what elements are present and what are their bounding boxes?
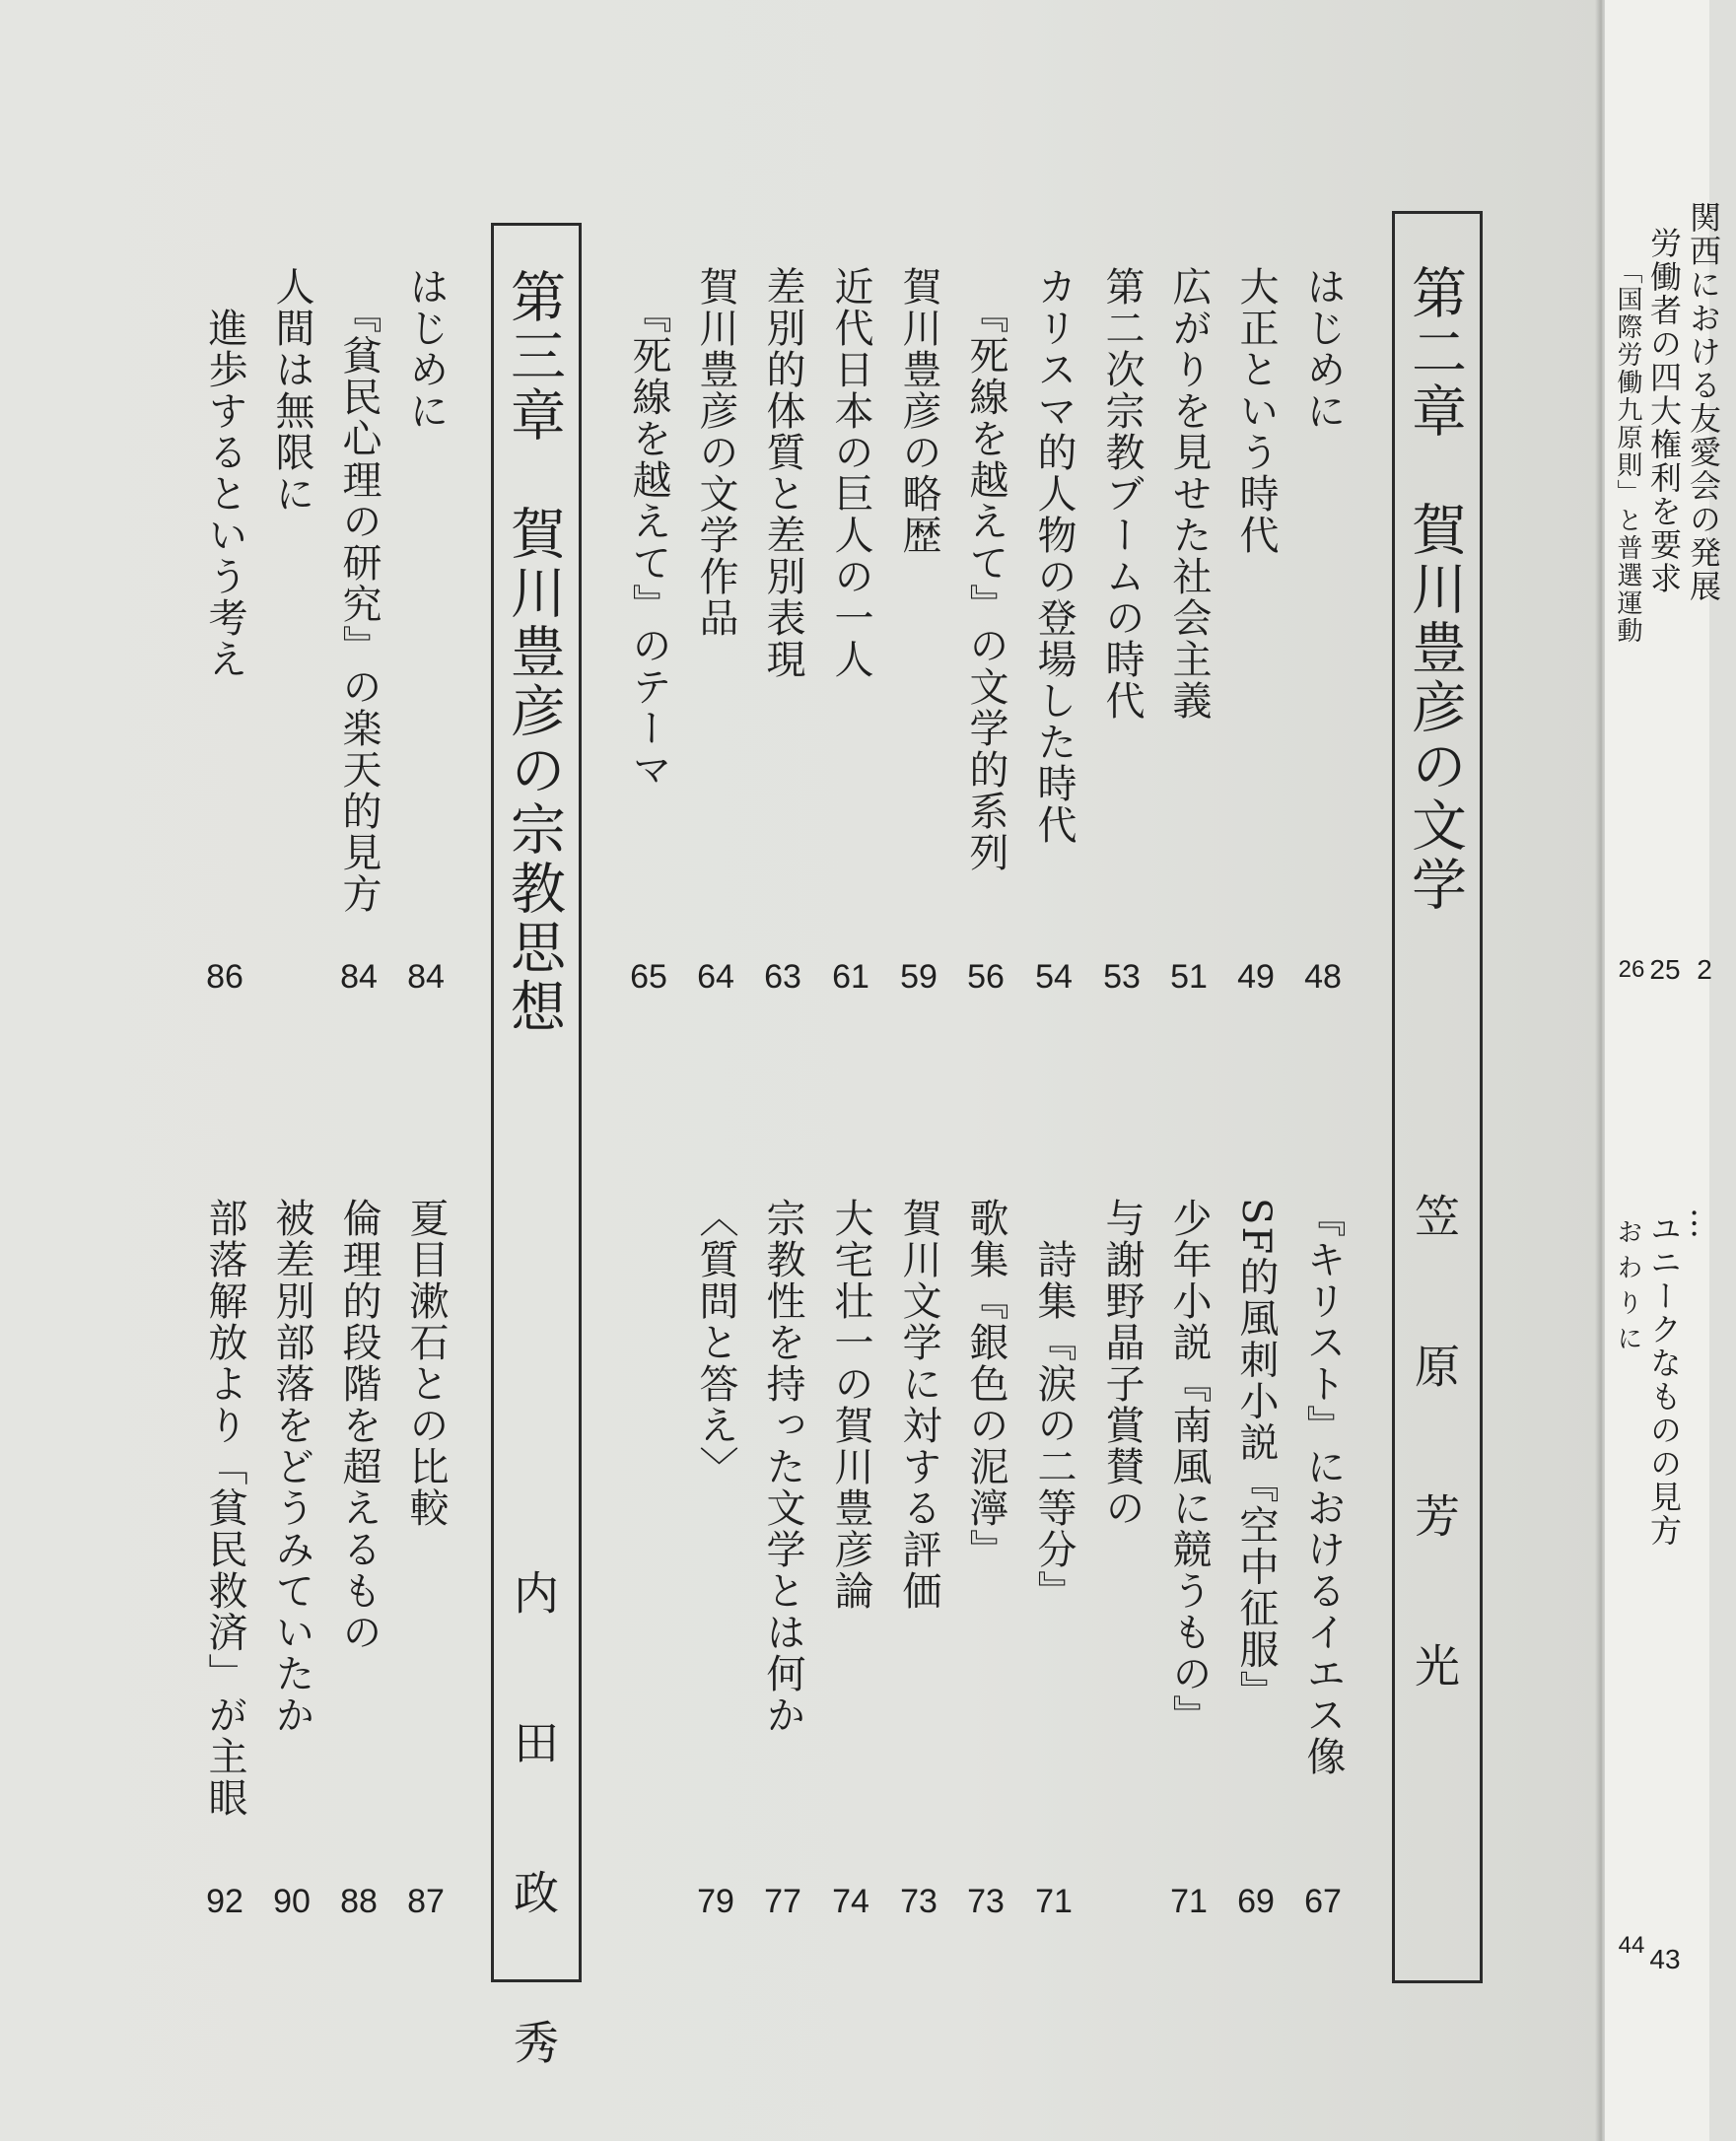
chapter2-title: 第二章 賀川豊彦の文学	[1403, 264, 1467, 915]
page-number: 87	[407, 1883, 445, 1920]
page-number: 51	[1170, 958, 1208, 996]
page-number: 61	[832, 958, 869, 996]
toc-entry: 人間は無限に	[269, 266, 314, 515]
prev-page-entry: 労働者の四大権利を要求	[1645, 227, 1683, 595]
page-number: 79	[697, 1883, 734, 1920]
page-number: 69	[1237, 1883, 1275, 1920]
toc-entry: 近代日本の巨人の一人	[828, 266, 873, 680]
page-number: 64	[697, 958, 734, 996]
toc-entry: 少年小説『南風に競うもの』	[1166, 1198, 1212, 1736]
toc-entry: 〈質問と答え〉	[693, 1198, 738, 1487]
toc-entry: 『死線を越えて』のテーマ	[626, 294, 671, 791]
chapter3-author: 内 田 政 秀	[507, 1569, 560, 2094]
toc-entry: 賀川豊彦の文学作品	[693, 266, 738, 639]
page-number: 73	[900, 1883, 937, 1920]
page-number: 56	[967, 958, 1005, 996]
toc-entry: 被差別部落をどうみていたか	[269, 1198, 314, 1736]
prev-page-number: 44	[1618, 1932, 1645, 1959]
toc-entry: 『キリスト』におけるイエス像	[1300, 1198, 1346, 1777]
toc-entry: 部落解放より「貧民救済」が主眼	[202, 1198, 247, 1819]
toc-entry: 与謝野晶子賞賛の	[1099, 1198, 1145, 1529]
page-number: 63	[764, 958, 801, 996]
toc-entry: 『死線を越えて』の文学的系列	[963, 294, 1008, 873]
toc-entry: 大正という時代	[1233, 266, 1279, 556]
toc-entry: 宗教性を持った文学とは何か	[760, 1198, 805, 1736]
page-number: 86	[206, 958, 243, 996]
page-number: 48	[1304, 958, 1342, 996]
prev-page-entry: おわりに	[1613, 1218, 1642, 1360]
prev-page-entry: 関西における友愛会の発展	[1685, 201, 1722, 603]
toc-entry: 『貧民心理の研究』の楽天的見方	[336, 294, 382, 915]
page-number: 74	[832, 1883, 869, 1920]
page-number: 71	[1035, 1883, 1073, 1920]
page-number: 71	[1170, 1883, 1208, 1920]
book-gutter	[1595, 0, 1605, 2141]
page-number: 67	[1304, 1883, 1342, 1920]
toc-entry: 倫理的段階を超えるもの	[336, 1198, 382, 1653]
toc-entry: 歌集『銀色の泥濘』	[963, 1198, 1008, 1570]
page-number: 49	[1237, 958, 1275, 996]
page-number: 65	[630, 958, 667, 996]
toc-entry: はじめに	[1300, 266, 1346, 432]
prev-page-entry: …	[1685, 1208, 1722, 1241]
page-number: 90	[273, 1883, 311, 1920]
prev-page-number: 43	[1649, 1944, 1681, 1974]
prev-page-entry: 「国際労働九原則」と普選運動	[1613, 258, 1642, 645]
page-number: 53	[1103, 958, 1141, 996]
prev-page-number: 25	[1649, 954, 1681, 985]
toc-entry: 賀川豊彦の略歴	[896, 266, 941, 556]
toc-entry: 大宅壮一の賀川豊彦論	[828, 1198, 873, 1612]
toc-entry: 進歩するという考え	[202, 266, 247, 680]
toc-entry: カリスマ的人物の登場した時代	[1031, 266, 1076, 846]
page-number: 92	[206, 1883, 243, 1920]
toc-entry: 賀川文学に対する評価	[896, 1198, 941, 1612]
page-number: 84	[407, 958, 445, 996]
page-number: 84	[340, 958, 378, 996]
page-number: 59	[900, 958, 937, 996]
toc-entry: 第二次宗教ブームの時代	[1099, 266, 1145, 722]
prev-page-number: 2	[1697, 954, 1712, 985]
page-number: 54	[1035, 958, 1073, 996]
prev-page-entry: ユニークなものの見方	[1645, 1212, 1683, 1548]
toc-entry: 夏目漱石との比較	[403, 1198, 449, 1529]
toc-entry: 詩集『涙の二等分』	[1031, 1198, 1076, 1612]
chapter2-author: 笠 原 芳 光	[1408, 1193, 1461, 1717]
toc-entry: 広がりを見せた社会主義	[1166, 266, 1212, 722]
toc-entry: 差別的体質と差別表現	[760, 266, 805, 680]
toc-entry: はじめに	[403, 266, 449, 432]
toc-entry: SF的風刺小説『空中征服』	[1233, 1198, 1279, 1712]
page-number: 88	[340, 1883, 378, 1920]
chapter3-title: 第三章 賀川豊彦の宗教思想	[502, 268, 566, 1037]
page-number: 73	[967, 1883, 1005, 1920]
page-number: 77	[764, 1883, 801, 1920]
prev-page-number: 26	[1618, 956, 1645, 983]
